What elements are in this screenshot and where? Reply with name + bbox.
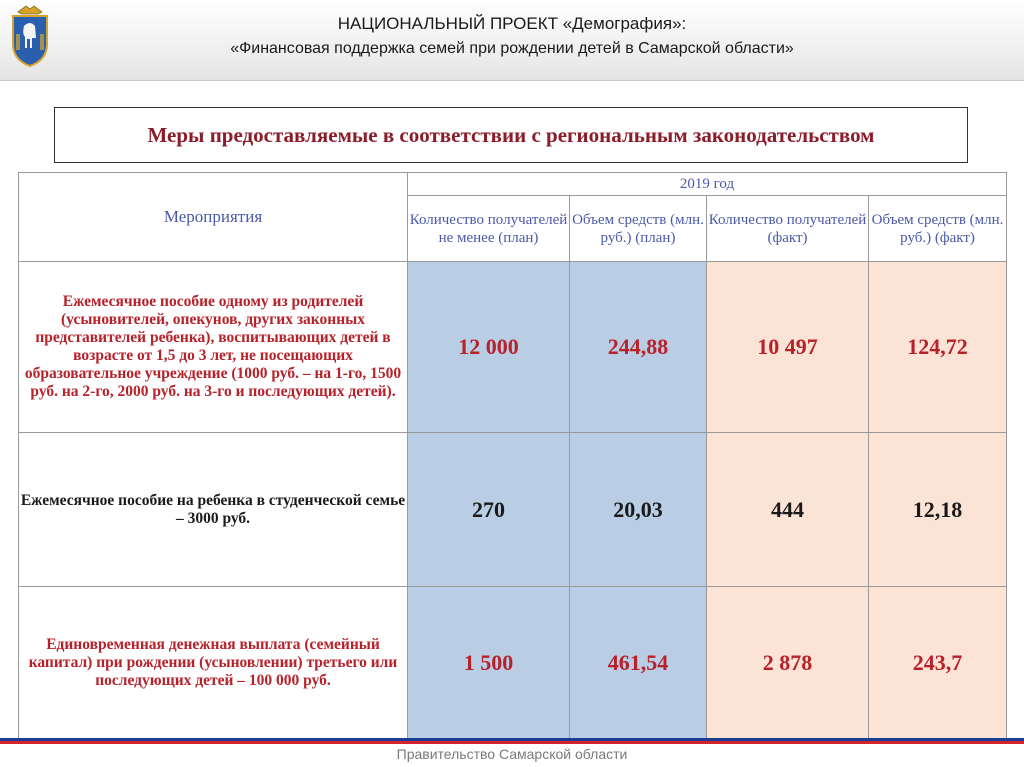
value-cell: 444 [707, 433, 869, 587]
value-cell: 10 497 [707, 262, 869, 433]
header-measures: Мероприятия [19, 173, 408, 262]
measures-table [18, 172, 1007, 739]
section-heading-box [54, 107, 968, 163]
header-plan-recipients: Количество получателей не менее (план) [408, 196, 570, 262]
measure-cell: Единовременная денежная выплата (семейный капитал) при рождении (усыновлении) третьего или последующих детей – 100 000 руб. [19, 587, 408, 739]
measure-cell: Ежемесячное пособие на ребенка в студенческой семье – 3000 руб. [19, 433, 408, 587]
value-cell: 1 500 [408, 587, 570, 739]
value-cell: 124,72 [869, 262, 1007, 433]
page-title: НАЦИОНАЛЬНЫЙ ПРОЕКТ «Демография»: [337, 14, 687, 33]
measure-cell: Ежемесячное пособие одному из родителей (усыновителей, опекунов, других законных представителей ребенка), воспитывающих детей в возрасте от 1,5 до 3 лет, не посещающих образовательное учреждение (1000 руб. – на 1-го, 1500 руб. на 2-го, 2000 руб. на 3-го и последующих детей). [19, 262, 408, 433]
header-fact-recipients: Количество получателей (факт) [707, 196, 869, 262]
value-cell: 12 000 [408, 262, 570, 433]
value-cell: 461,54 [570, 587, 707, 739]
value-cell: 244,88 [570, 262, 707, 433]
header-plan-funds: Объем средств (млн. руб.) (план) [570, 196, 707, 262]
section-heading: Меры предоставляемые в соответствии с региональным законодательством [147, 122, 875, 147]
table-row [19, 262, 1007, 433]
value-cell: 270 [408, 433, 570, 587]
value-cell: 2 878 [707, 587, 869, 739]
value-cell: 12,18 [869, 433, 1007, 587]
footer-stripe-red [0, 741, 1024, 744]
table-row [19, 433, 1007, 587]
footer-text: Правительство Самарской области [396, 746, 628, 762]
header-fact-funds: Объем средств (млн. руб.) (факт) [869, 196, 1007, 262]
value-cell: 243,7 [869, 587, 1007, 739]
header-year: 2019 год [408, 173, 1007, 196]
table-row [19, 587, 1007, 739]
value-cell: 20,03 [570, 433, 707, 587]
page-subtitle: «Финансовая поддержка семей при рождении детей в Самарской области» [230, 40, 794, 57]
